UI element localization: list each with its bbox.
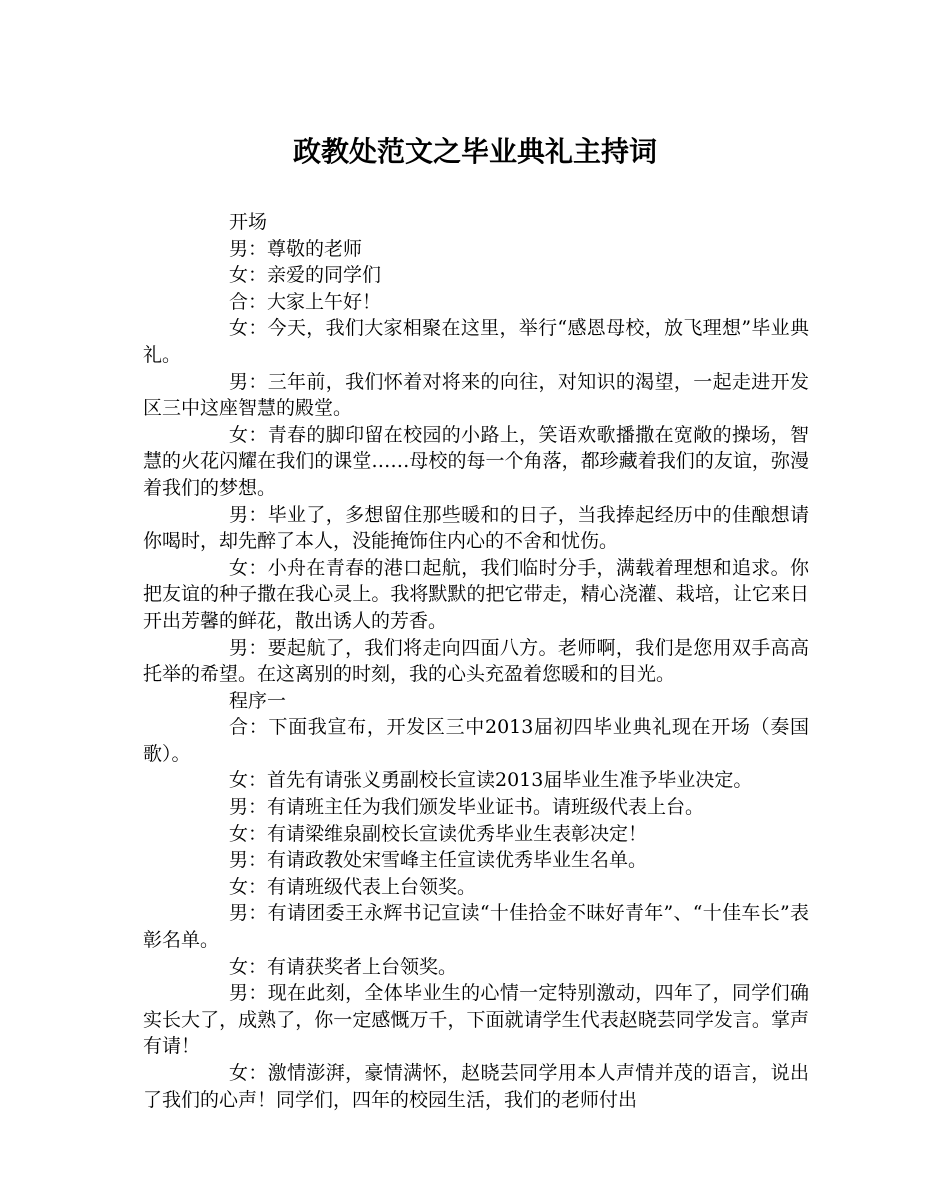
paragraph: 男：有请班主任为我们颁发毕业证书。请班级代表上台。 [229, 796, 705, 819]
document-body [143, 209, 809, 1113]
paragraph: 合：大家上午好！ [229, 290, 382, 313]
paragraph: 女：小舟在青春的港口起航，我们临时分手，满载着理想和追求。你把友谊的种子撒在我心灵上。我将默默的把它带走，精心浇灌、栽培，让它来日开出芳馨的鲜花，散出诱人的芳香。 [143, 556, 809, 632]
paragraph: 男：尊敬的老师 [229, 237, 363, 260]
paragraph: 女：青春的脚印留在校园的小路上，笑语欢歌播撒在宽敞的操场，智慧的火花闪耀在我们的课堂……母校的每一个角落，都珍藏着我们的友谊，弥漫着我们的梦想。 [143, 423, 809, 499]
paragraph: 男：有请政教处宋雪峰主任宣读优秀毕业生名单。 [229, 849, 648, 872]
paragraph: 女：首先有请张义勇副校长宣读2013届毕业生准予毕业决定。 [229, 769, 753, 792]
paragraph: 男：三年前，我们怀着对将来的向往，对知识的渴望，一起走进开发区三中这座智慧的殿堂。 [143, 370, 809, 420]
paragraph-section-heading: 程序一 [229, 689, 287, 712]
document-title: 政教处范文之毕业典礼主持词 [292, 135, 657, 168]
paragraph: 男：现在此刻，全体毕业生的心情一定特别激动，四年了，同学们确实长大了，成熟了，你一定感慨万千，下面就请学生代表赵晓芸同学发言。掌声有请！ [143, 982, 809, 1058]
paragraph: 女：有请梁维泉副校长宣读优秀毕业生表彰决定！ [229, 822, 648, 845]
paragraph: 男：有请团委王永辉书记宣读“十佳拾金不昧好青年”、“十佳车长”表彰名单。 [143, 902, 809, 952]
paragraph: 女：今天，我们大家相聚在这里，举行“感恩母校，放飞理想”毕业典礼。 [143, 317, 809, 366]
paragraph-opening-heading: 开场 [229, 211, 268, 233]
paragraph: 女：有请获奖者上台领奖。 [229, 955, 458, 978]
paragraph: 女：有请班级代表上台领奖。 [229, 875, 477, 898]
paragraph: 女：亲爱的同学们 [229, 264, 382, 287]
paragraph: 男：要起航了，我们将走向四面八方。老师啊，我们是您用双手高高托举的希望。在这离别的时刻，我的心头充盈着您暖和的目光。 [143, 636, 809, 686]
paragraph: 合：下面我宣布，开发区三中2013届初四毕业典礼现在开场（奏国歌）。 [143, 716, 809, 765]
paragraph: 男：毕业了，多想留住那些暖和的日子，当我捧起经历中的佳酿想请你喝时，却先醉了本人，没能掩饰住内心的不舍和忧伤。 [143, 503, 809, 553]
paragraph: 女：激情澎湃，豪情满怀，赵晓芸同学用本人声情并茂的语言，说出了我们的心声！同学们，四年的校园生活，我们的老师付出 [143, 1062, 809, 1111]
